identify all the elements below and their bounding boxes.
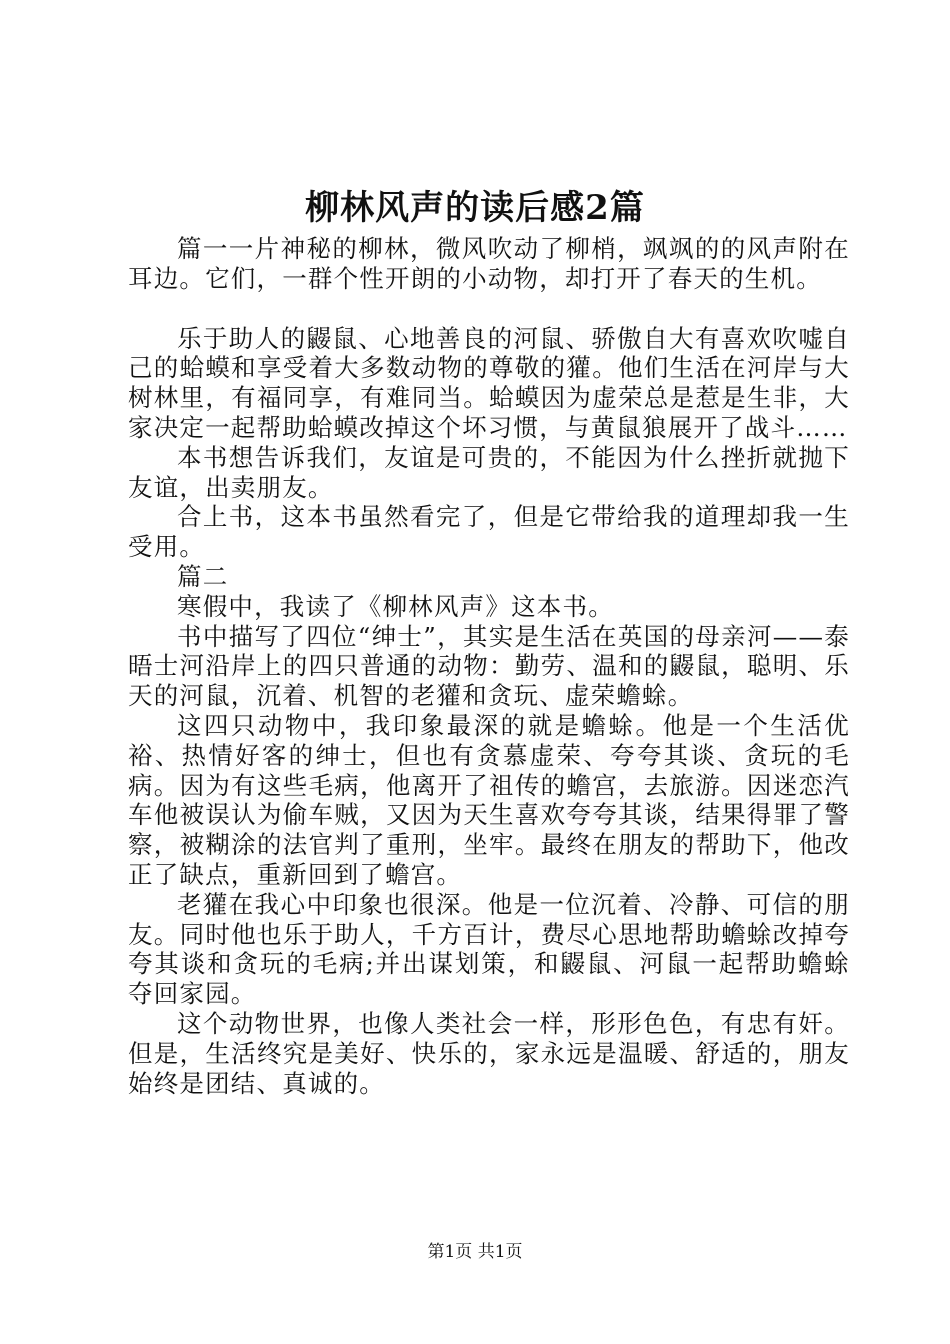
paragraph: 篇一一片神秘的柳林，微风吹动了柳梢，飒飒的的风声附在耳边。它们，一群个性开朗的小动物，却打开了春天的生机。	[128, 234, 850, 293]
paragraph: 这个动物世界，也像人类社会一样，形形色色，有忠有奸。但是，生活终究是美好、快乐的，家永远是温暖、舒适的，朋友始终是团结、真诚的。	[128, 1008, 850, 1098]
paragraph: 本书想告诉我们，友谊是可贵的，不能因为什么挫折就抛下友谊，出卖朋友。	[128, 442, 850, 502]
paragraph: 老獾在我心中印象也很深。他是一位沉着、冷静、可信的朋友。同时他也乐于助人，千方百计，费尽心思地帮助蟾蜍改掉夸夸其谈和贪玩的毛病;并出谋划策，和鼹鼠、河鼠一起帮助蟾蜍夺回家园。	[128, 889, 850, 1009]
page-footer: 第1页 共1页	[427, 1242, 523, 1262]
paragraph: 书中描写了四位“绅士”，其实是生活在英国的母亲河——泰晤士河沿岸上的四只普通的动物：勤劳、温和的鼹鼠，聪明、乐天的河鼠，沉着、机智的老獾和贪玩、虚荣蟾蜍。	[128, 621, 850, 711]
section-heading: 篇二	[177, 561, 229, 591]
document-body	[128, 234, 850, 1098]
paragraph: 乐于助人的鼹鼠、心地善良的河鼠、骄傲自大有喜欢吹嘘自己的蛤蟆和享受着大多数动物的尊敬的獾。他们生活在河岸与大树林里，有福同享，有难同当。蛤蟆因为虚荣总是惹是生非，大家决定一起帮助蛤蟆改掉这个坏习惯，与黄鼠狼展开了战斗……	[128, 323, 850, 442]
paragraph: 寒假中，我读了《柳林风声》这本书。	[177, 591, 614, 621]
document-title: 柳林风声的读后感2篇	[305, 188, 645, 228]
paragraph: 合上书，这本书虽然看完了，但是它带给我的道理却我一生受用。	[128, 502, 850, 562]
paragraph: 这四只动物中，我印象最深的就是蟾蜍。他是一个生活优裕、热情好客的绅士，但也有贪慕虚荣、夸夸其谈、贪玩的毛病。因为有这些毛病，他离开了祖传的蟾宫，去旅游。因迷恋汽车他被误认为偷车贼，又因为天生喜欢夸夸其谈，结果得罪了警察，被糊涂的法官判了重刑，坐牢。最终在朋友的帮助下，他改正了缺点，重新回到了蟾宫。	[128, 710, 850, 889]
paragraph-gap	[128, 294, 850, 324]
